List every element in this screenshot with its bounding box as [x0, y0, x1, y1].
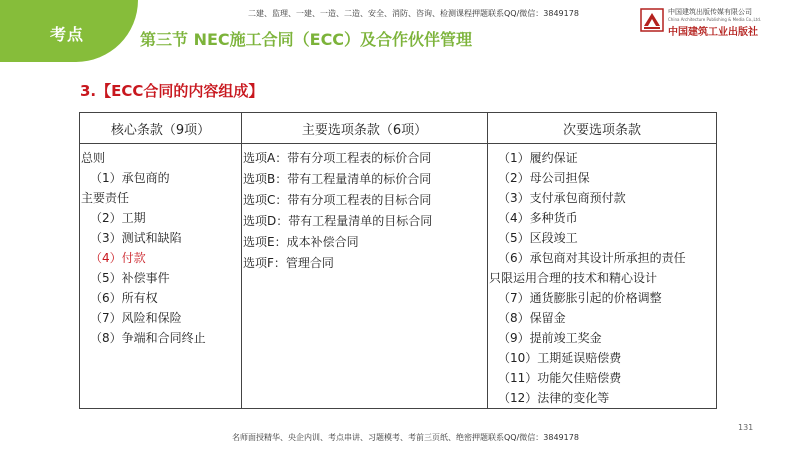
core-clause-item: （5）补偿事件 — [90, 271, 170, 285]
secondary-option-item: （10）工期延误赔偿费 — [498, 351, 622, 365]
header-secondary-options: 次要选项条款 — [488, 113, 717, 144]
publisher-calligraphy: 中国建筑工业出版社 — [668, 27, 758, 38]
main-option-item: 选项C：带有分项工程表的目标合同 — [243, 193, 432, 207]
header-core-clauses: 核心条款（9项） — [80, 113, 242, 144]
secondary-option-item: 只限运用合理的技术和精心设计 — [489, 271, 658, 285]
publisher-logo-icon — [640, 8, 664, 32]
secondary-option-item: （7）通货膨胀引起的价格调整 — [498, 291, 662, 305]
secondary-options-cell — [488, 144, 717, 409]
slide-title: 第三节 NEC施工合同（ECC）及合作伙伴管理 — [140, 30, 473, 49]
core-clause-item: （7）风险和保险 — [90, 311, 182, 325]
main-option-item: 选项A：带有分项工程表的标价合同 — [243, 151, 432, 165]
main-options-cell — [242, 144, 488, 409]
core-clause-item: 总则 — [81, 151, 106, 165]
table-header-row — [80, 113, 717, 144]
publisher-name-cn: 中国建筑出版传媒有限公司 — [668, 8, 752, 16]
core-clause-item: （8）争端和合同终止 — [90, 331, 206, 345]
publisher-logo — [640, 6, 796, 42]
core-clause-item: （6）所有权 — [90, 291, 158, 305]
core-clause-item: 主要责任 — [81, 191, 130, 205]
secondary-option-item: （8）保留金 — [498, 311, 566, 325]
core-clauses-list — [80, 144, 241, 348]
kaodian-label: 考点 — [50, 25, 85, 44]
secondary-option-item: （12）法律的变化等 — [498, 391, 610, 405]
secondary-option-item: （3）支付承包商预付款 — [498, 191, 626, 205]
secondary-option-item: （1）履约保证 — [498, 151, 578, 165]
core-clause-item: （4）付款 — [90, 251, 146, 265]
core-clause-item: （2）工期 — [90, 211, 146, 225]
main-option-item: 选项F：管理合同 — [243, 256, 334, 270]
main-options-list — [242, 144, 487, 274]
secondary-option-item: （4）多种货币 — [498, 211, 578, 225]
section-heading: 3.【ECC合同的内容组成】 — [80, 82, 264, 100]
page-number: 131 — [738, 423, 754, 432]
ecc-contents-table — [79, 112, 717, 409]
table-body-row — [80, 144, 717, 409]
secondary-option-item: （5）区段竣工 — [498, 231, 578, 245]
header — [0, 0, 800, 62]
footer-contact-note: 名师面授精华、央企内训、考点串讲、习题模考、考前三页纸、绝密押题联系QQ/微信：3849178 — [232, 433, 579, 442]
top-contact-note: 二建、监理、一建、一造、二造、安全、消防、咨询、检测课程押题联系QQ/微信：3849178 — [248, 9, 579, 18]
core-clauses-cell — [80, 144, 242, 409]
publisher-name-en: China Architecture Publishing & Media Co.,Ltd. — [668, 17, 762, 22]
secondary-option-item: （6）承包商对其设计所承担的责任 — [498, 251, 686, 265]
kaodian-badge — [0, 0, 138, 62]
secondary-options-list — [488, 144, 716, 408]
main-option-item: 选项D：带有工程量清单的目标合同 — [243, 214, 433, 228]
secondary-option-item: （9）提前竣工奖金 — [498, 331, 602, 345]
main-option-item: 选项E：成本补偿合同 — [243, 235, 359, 249]
secondary-option-item: （11）功能欠佳赔偿费 — [498, 371, 622, 385]
core-clause-item: （1）承包商的 — [90, 171, 170, 185]
header-main-options: 主要选项条款（6项） — [242, 113, 488, 144]
secondary-option-item: （2）母公司担保 — [498, 171, 590, 185]
main-option-item: 选项B：带有工程量清单的标价合同 — [243, 172, 432, 186]
core-clause-item: （3）测试和缺陷 — [90, 231, 182, 245]
